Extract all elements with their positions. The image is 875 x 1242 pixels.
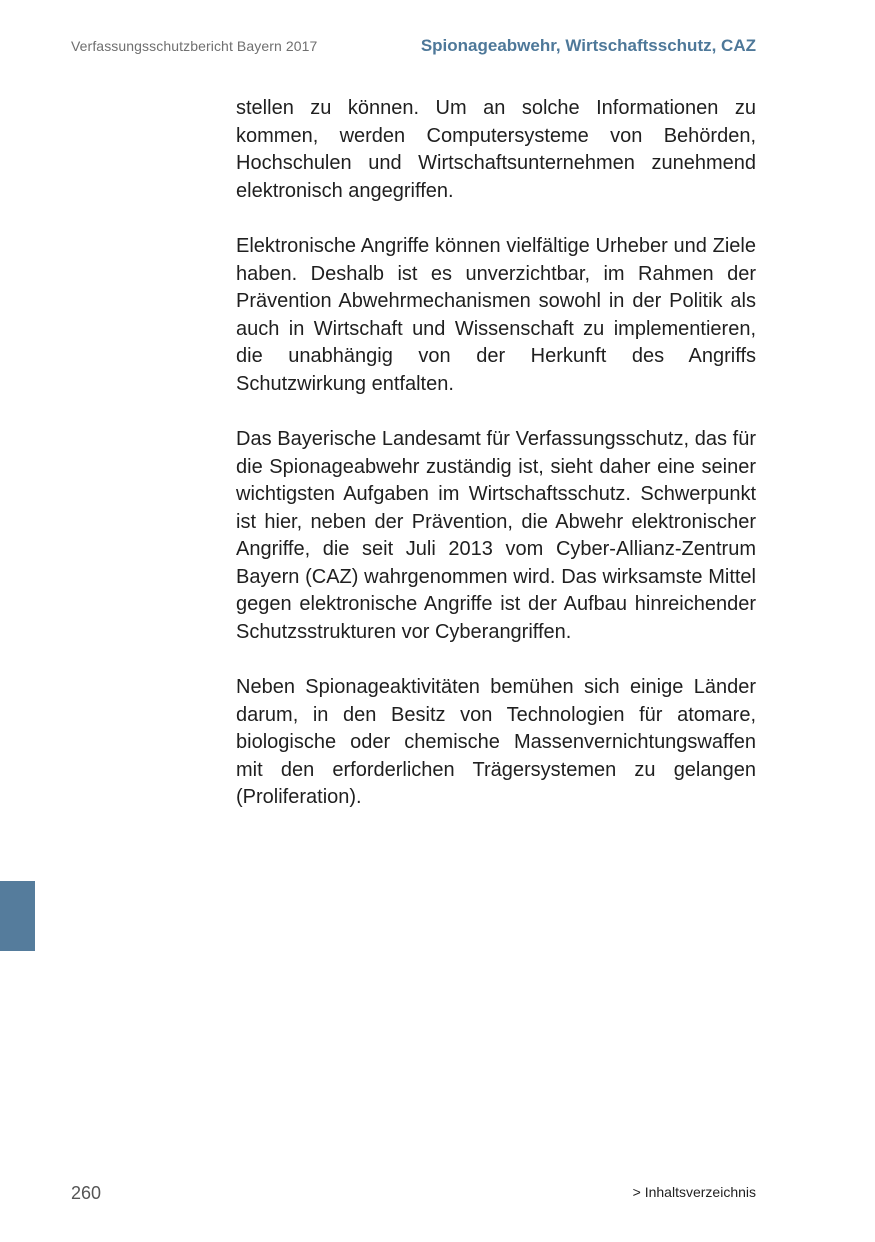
running-header-chapter: Spionageabwehr, Wirtschaftsschutz, CAZ: [420, 36, 756, 55]
paragraph-3: Das Bayerische Landesamt für Verfassungsschutz, das für die Spionageabwehr zuständig ist, sieht daher eine seiner wichtigsten Aufgaben im Wirtschaftsschutz. Schwerpunkt ist hier, neben der Prävention, die Abwehr elektronischer Angriffe, die seit Juli 2013 vom Cyber-Allianz-Zentrum Bayern (CAZ) wahrgenommen wird. Das wirksamste Mittel gegen elektronische Angriffe ist der Aufbau hinreichender Schutzsstrukturen vor Cyberangriffen.: [236, 428, 756, 643]
paragraph-2: Elektronische Angriffe können vielfältige Urheber und Ziele haben. Deshalb ist es unverzichtbar, im Rahmen der Prävention Abwehrmechanismen sowohl in der Politik als auch in Wirtschaft und Wissenschaft zu implementieren, die unabhängig von der Herkunft des Angriffs Schutzwirkung entfalten.: [236, 235, 756, 395]
body-text: [236, 95, 756, 840]
paragraph-4: Neben Spionageaktivitäten bemühen sich einige Länder darum, in den Besitz von Technologien für atomare, biologische oder chemische Massenvernichtungswaffen mit den erforderlichen Trägersystemen zu gelangen (Proliferation).: [236, 676, 756, 808]
paragraph-1: stellen zu können. Um an solche Informationen zu kommen, werden Computersysteme von Behörden, Hochschulen und Wirtschaftsunternehmen zunehmend elektronisch angegriffen.: [236, 97, 756, 202]
running-header-publication: Verfassungsschutzbericht Bayern 2017: [71, 38, 318, 54]
page-number: 260: [71, 1183, 102, 1203]
chapter-side-tab: [0, 881, 35, 951]
table-of-contents-link[interactable]: > Inhaltsverzeichnis: [632, 1184, 756, 1200]
